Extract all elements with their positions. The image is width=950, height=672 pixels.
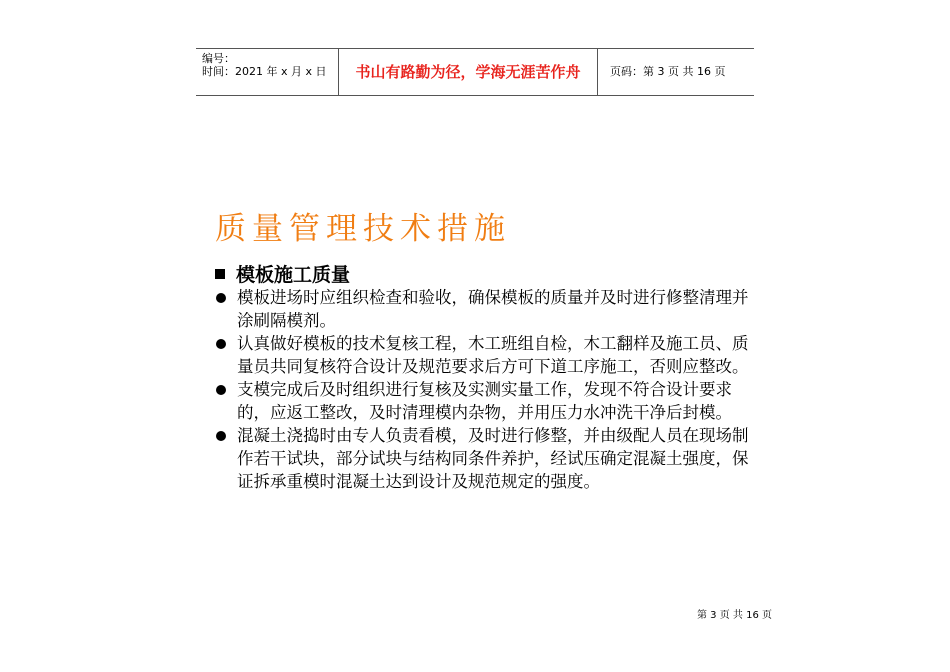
document-number-label: 编号：: [202, 52, 235, 65]
section-heading: [215, 260, 350, 287]
list-item-text: 模板进场时应组织检查和验收，确保模板的质量并及时进行修整清理并涂刷隔模剂。: [237, 288, 749, 330]
round-bullet-icon: [216, 293, 226, 303]
round-bullet-icon: [216, 431, 226, 441]
list-item: [215, 424, 760, 493]
page-footer: 第 3 页 共 16 页: [697, 610, 772, 621]
list-item-text: 混凝土浇捣时由专人负责看模，及时进行修整，并由级配人员在现场制作若干试块，部分试块与结构同条件养护，经试压确定混凝土强度，保证拆承重模时混凝土达到设计及规范规定的强度。: [237, 426, 749, 491]
document-time-label: 时间：2021 年 x 月 x 日: [202, 65, 327, 78]
round-bullet-icon: [216, 339, 226, 349]
list-item-text: 支模完成后及时组织进行复核及实测实量工作，发现不符合设计要求的，应返工整改，及时清理模内杂物，并用压力水冲洗干净后封模。: [237, 380, 732, 422]
header-page-code: 页码：第 3 页 共 16 页: [610, 65, 726, 78]
bullet-list: [215, 286, 760, 493]
page-header: [196, 48, 754, 96]
list-item: [215, 332, 760, 378]
page-title: 质量管理技术措施: [215, 211, 511, 247]
list-item-text: 认真做好模板的技术复核工程，木工班组自检，木工翻样及施工员、质量员共同复核符合设计及规范要求后方可下道工序施工，否则应整改。: [237, 334, 749, 376]
header-motto: 书山有路勤为径，学海无涯苦作舟: [339, 49, 598, 95]
list-item: [215, 378, 760, 424]
list-item: [215, 286, 760, 332]
section-heading-text: 模板施工质量: [236, 264, 351, 286]
round-bullet-icon: [216, 385, 226, 395]
header-meta: [196, 49, 339, 95]
square-bullet-icon: [215, 269, 225, 279]
